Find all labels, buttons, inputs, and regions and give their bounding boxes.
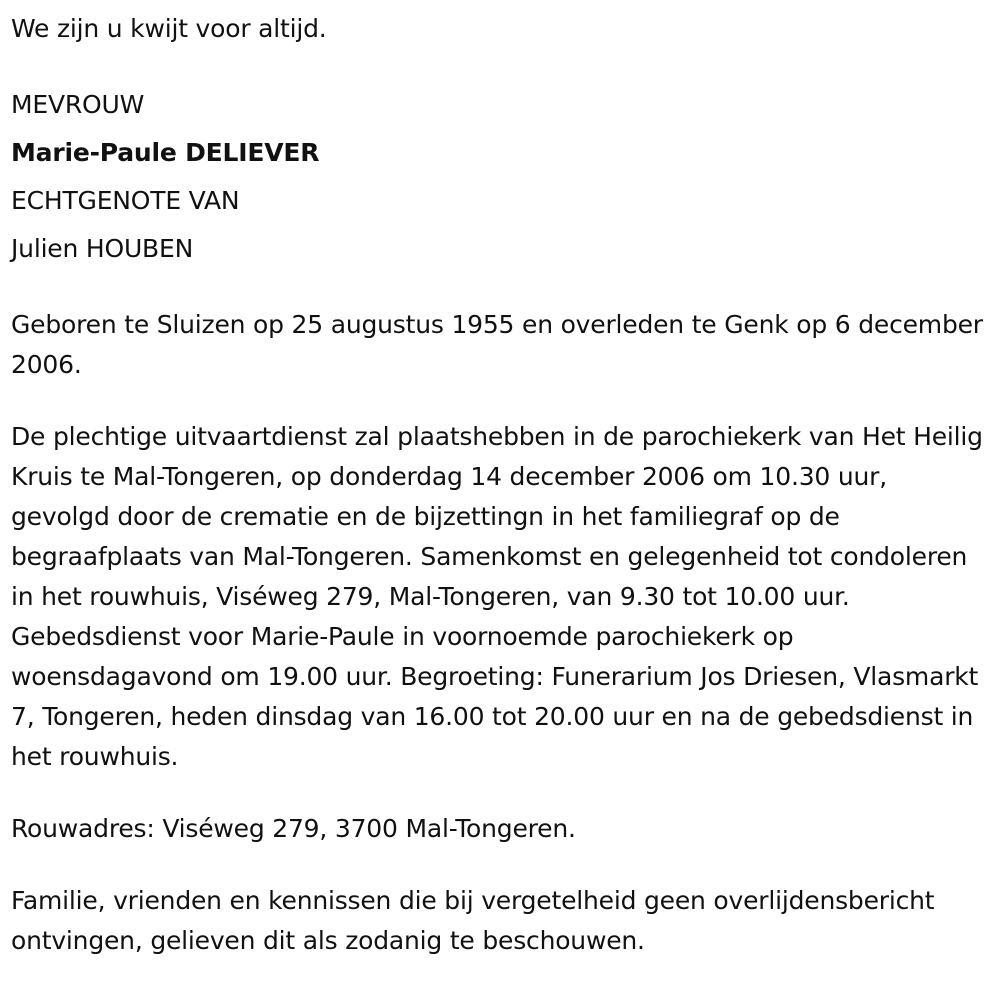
deceased-name: Marie-Paule DELIEVER xyxy=(11,138,320,167)
spacer xyxy=(11,273,991,305)
spouse-name: Julien HOUBEN xyxy=(11,234,194,263)
closing-paragraph: Familie, vrienden en kennissen die bij vergetelheid geen overlijdensbericht ontvingen, gelieven dit als zodanig te beschouwen. xyxy=(11,886,935,955)
birth-death-paragraph: Geboren te Sluizen op 25 augustus 1955 en overleden te Genk op 6 december 2006. xyxy=(11,310,983,379)
spacer xyxy=(11,777,991,809)
spacer xyxy=(11,49,991,81)
relation-label: ECHTGENOTE VAN xyxy=(11,186,240,215)
honorific-title: MEVROUW xyxy=(11,90,145,119)
service-paragraph: De plechtige uitvaartdienst zal plaatshebben in de parochiekerk van Het Heilig Kruis te Mal-Tongeren, op donderdag 14 december 2006 om 10.30 uur, gevolgd door de crematie en de bijzettingn in het familiegraf op de begraafplaats van Mal-Tongeren. Samenkomst en gelegenheid tot condoleren in het rouwhuis, Viséweg 279, Mal-Tongeren, van 9.30 tot 10.00 uur. Gebedsdienst voor Marie-Paule in voornoemde parochiekerk op woensdagavond om 19.00 uur. Begroeting: Funerarium Jos Driesen, Vlasmarkt 7, Tongeren, heden dinsdag van 16.00 tot 20.00 uur en na de gebedsdienst in het rouwhuis. xyxy=(11,422,983,771)
spacer xyxy=(11,385,991,417)
opening-line: We zijn u kwijt voor altijd. xyxy=(11,14,327,43)
mourning-address: Rouwadres: Viséweg 279, 3700 Mal-Tongeren. xyxy=(11,814,576,843)
obituary-notice xyxy=(11,9,991,961)
spacer xyxy=(11,849,991,881)
